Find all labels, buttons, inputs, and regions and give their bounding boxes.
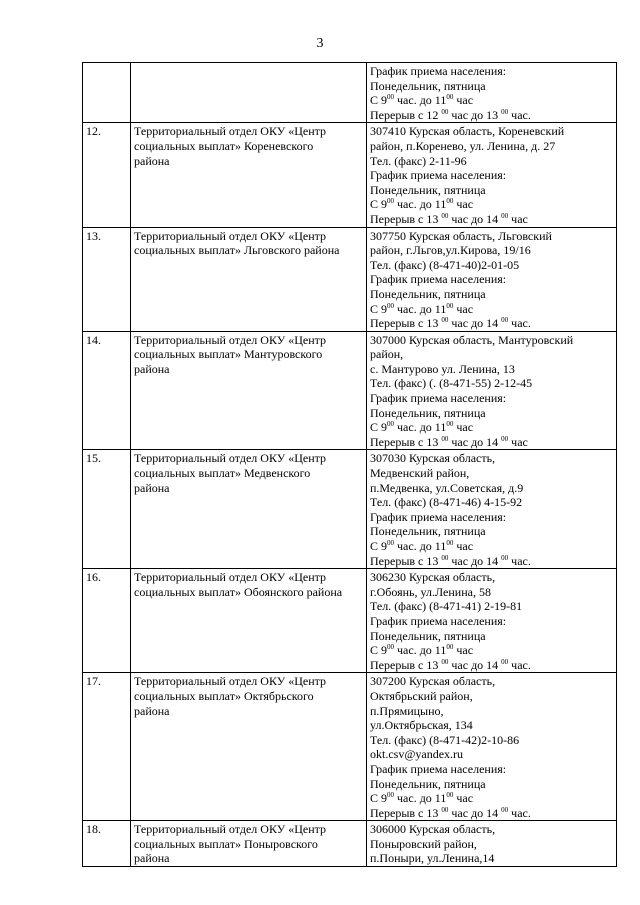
office-name-line: района	[134, 851, 170, 866]
schedule-hours	[370, 791, 613, 806]
break-from-minutes: 00	[441, 316, 449, 325]
office-address-cell	[367, 673, 617, 821]
hours-unit: час	[453, 643, 474, 658]
hours-from: С 9	[370, 643, 388, 658]
address-line: 307410 Курская область, Кореневский	[370, 124, 565, 139]
hours-unit: час	[453, 197, 474, 212]
office-name-cell	[131, 227, 367, 331]
hours-to-minutes: 00	[446, 643, 454, 652]
schedule-hours	[370, 420, 613, 435]
hours-unit: час	[453, 791, 474, 806]
address-line: Тел. (факс) 2-11-96	[370, 153, 467, 168]
office-name-cell	[131, 569, 367, 673]
break-from: 13	[426, 316, 439, 331]
office-address-cell	[367, 569, 617, 673]
hours-from: С 9	[370, 539, 388, 553]
office-name-line: социальных выплат» Октябрьского	[134, 688, 314, 703]
hours-to: час. до 11	[394, 197, 447, 212]
break-to-hour: 14	[486, 211, 499, 226]
hours-to-minutes: 00	[446, 93, 454, 102]
office-name-line: социальных выплат» Кореневского	[134, 138, 314, 153]
hours-from: С 9	[370, 197, 388, 212]
break-from-minutes: 00	[441, 553, 449, 562]
break-from: 13	[426, 805, 439, 820]
break-to-hour: 13	[486, 107, 499, 122]
break-to-hour: 14	[486, 553, 499, 568]
schedule-hours	[370, 302, 613, 317]
break-from: 12	[426, 107, 439, 122]
office-name-line: Территориальный отдел ОКУ «Центр	[134, 570, 327, 585]
break-to-label: час до	[448, 553, 487, 568]
table-row	[83, 569, 617, 673]
break-to-hour: 14	[486, 805, 499, 820]
schedule-heading: График приема населения:	[370, 509, 507, 524]
schedule-days: Понедельник, пятница	[370, 524, 486, 539]
hours-to-minutes: 00	[446, 420, 454, 429]
hours-to-minutes: 00	[446, 539, 454, 547]
break-to-hour: 14	[486, 434, 499, 449]
hours-unit: час	[453, 93, 474, 108]
address-line: 307750 Курская область, Льговский	[370, 228, 552, 243]
schedule-hours	[370, 539, 613, 554]
break-to-label: час до	[448, 316, 487, 331]
break-from-minutes: 00	[441, 805, 449, 814]
schedule-days: Понедельник, пятница	[370, 286, 486, 301]
break-to-minutes: 00	[501, 107, 509, 116]
hours-to-minutes: 00	[446, 197, 454, 206]
break-prefix: Перерыв с	[370, 316, 427, 331]
break-from-minutes: 00	[441, 434, 449, 443]
schedule-hours	[370, 197, 613, 212]
schedule-break	[370, 435, 613, 450]
schedule-days: Понедельник, пятница	[370, 78, 486, 93]
office-address-cell	[367, 123, 617, 227]
break-to-label: час до	[448, 805, 487, 820]
offices-table	[82, 62, 617, 867]
office-name-cell	[131, 673, 367, 821]
office-name-line: Территориальный отдел ОКУ «Центр	[134, 228, 327, 243]
break-suffix: час	[508, 434, 528, 449]
schedule-days: Понедельник, пятница	[370, 776, 486, 791]
office-name-line: района	[134, 480, 170, 495]
address-line: Тел. (факс) (8-471-40)2-01-05	[370, 257, 520, 272]
office-name-line: Территориальный отдел ОКУ «Центр	[134, 124, 327, 139]
address-line: Октябрьский район,	[370, 688, 473, 703]
office-name-cell	[131, 331, 367, 450]
address-line: okt.csv@yandex.ru	[370, 747, 464, 762]
office-name-line: Территориальный отдел ОКУ «Центр	[134, 822, 327, 837]
address-line: Медвенский район,	[370, 466, 470, 481]
break-from: 13	[426, 553, 439, 568]
table-row	[83, 673, 617, 821]
schedule-heading: График приема населения:	[370, 272, 507, 287]
hours-from: С 9	[370, 301, 388, 316]
table-row	[83, 227, 617, 331]
row-number	[83, 63, 131, 123]
address-line: район, г.Льгов,ул.Кирова, 19/16	[370, 243, 531, 258]
break-suffix: час.	[508, 805, 531, 820]
table-row	[83, 450, 617, 569]
row-number: 17.	[83, 673, 131, 821]
office-name-line: Территориальный отдел ОКУ «Центр	[134, 332, 327, 347]
hours-to: час. до 11	[394, 93, 447, 108]
office-name-line: Территориальный отдел ОКУ «Центр	[134, 674, 327, 689]
address-line: с. Мантурово ул. Ленина, 13	[370, 361, 515, 376]
address-line: 307030 Курская область,	[370, 451, 496, 466]
hours-from-minutes: 00	[387, 539, 395, 547]
address-line: Тел. (факс) (8-471-42)2-10-86	[370, 732, 520, 747]
address-line: район, п.Коренево, ул. Ленина, д. 27	[370, 138, 556, 153]
schedule-heading: График приема населения:	[370, 168, 507, 183]
address-line: Тел. (факс) (8-471-46) 4-15-92	[370, 495, 523, 510]
hours-from: С 9	[370, 420, 388, 435]
address-line: п.Поныри, ул.Ленина,14	[370, 851, 495, 866]
hours-from-minutes: 00	[387, 791, 395, 800]
break-to-label: час до	[448, 107, 487, 122]
schedule-hours	[370, 93, 613, 108]
break-suffix: час.	[508, 316, 531, 331]
break-to-minutes: 00	[501, 316, 509, 325]
office-name-line: Территориальный отдел ОКУ «Центр	[134, 451, 327, 466]
schedule-heading: График приема населения:	[370, 64, 507, 78]
break-prefix: Перерыв с	[370, 657, 427, 672]
office-address-cell	[367, 821, 617, 867]
row-number: 18.	[83, 821, 131, 867]
schedule-hours	[370, 643, 613, 658]
offices-table-body	[83, 63, 617, 867]
schedule-heading: График приема населения:	[370, 391, 507, 406]
page-number: 3	[316, 36, 324, 51]
address-line: п.Медвенка, ул.Советская, д.9	[370, 480, 524, 495]
office-name-line: социальных выплат» Обоянского района	[134, 584, 343, 599]
schedule-break	[370, 806, 613, 821]
row-number: 16.	[83, 569, 131, 673]
address-line: Поныровский район,	[370, 836, 477, 851]
break-to-label: час до	[448, 434, 487, 449]
hours-unit: час	[453, 301, 474, 316]
hours-unit: час	[453, 420, 474, 435]
break-suffix: час.	[508, 657, 531, 672]
schedule-heading: График приема населения:	[370, 613, 507, 628]
hours-to: час. до 11	[394, 539, 447, 553]
hours-from-minutes: 00	[387, 301, 395, 310]
office-name-cell	[131, 123, 367, 227]
office-name-line: социальных выплат» Мантуровского	[134, 347, 323, 362]
row-number: 12.	[83, 123, 131, 227]
office-name-cell	[131, 63, 367, 123]
row-number: 14.	[83, 331, 131, 450]
schedule-break	[370, 658, 613, 673]
office-name-line: района	[134, 361, 170, 376]
office-name-cell	[131, 450, 367, 569]
table-row	[83, 331, 617, 450]
office-name-cell	[131, 821, 367, 867]
break-suffix: час	[508, 211, 528, 226]
address-line: Тел. (факс) (8-471-41) 2-19-81	[370, 599, 523, 614]
break-from: 13	[426, 434, 439, 449]
schedule-break	[370, 316, 613, 331]
break-suffix: час.	[508, 107, 531, 122]
address-line: п.Прямицыно,	[370, 703, 444, 718]
office-address-cell	[367, 63, 617, 123]
schedule-break	[370, 108, 613, 123]
address-line: Тел. (факс) (. (8-471-55) 2-12-45	[370, 376, 533, 391]
break-to-label: час до	[448, 211, 487, 226]
hours-to: час. до 11	[394, 643, 447, 658]
hours-from: С 9	[370, 93, 388, 108]
office-address-cell	[367, 450, 617, 569]
schedule-break	[370, 554, 613, 569]
office-name-line: социальных выплат» Льговского района	[134, 243, 340, 258]
break-to-label: час до	[448, 657, 487, 672]
table-row	[83, 821, 617, 867]
hours-from-minutes: 00	[387, 643, 395, 652]
office-name-line: района	[134, 153, 170, 168]
break-to-minutes: 00	[501, 657, 509, 666]
break-from-minutes: 00	[441, 657, 449, 666]
schedule-days: Понедельник, пятница	[370, 628, 486, 643]
office-address-cell	[367, 331, 617, 450]
office-name-line: социальных выплат» Поныровского	[134, 836, 318, 851]
break-to-minutes: 00	[501, 211, 509, 220]
office-name-line: социальных выплат» Медвенского	[134, 466, 311, 481]
break-prefix: Перерыв с	[370, 434, 427, 449]
break-prefix: Перерыв с	[370, 107, 427, 122]
break-to-minutes: 00	[501, 434, 509, 443]
break-prefix: Перерыв с	[370, 805, 427, 820]
break-prefix: Перерыв с	[370, 553, 427, 568]
break-from-minutes: 00	[441, 211, 449, 220]
office-address-cell	[367, 227, 617, 331]
hours-from: С 9	[370, 791, 388, 806]
schedule-days: Понедельник, пятница	[370, 182, 486, 197]
address-line: ул.Октябрьская, 134	[370, 718, 473, 733]
address-line: район,	[370, 347, 404, 362]
address-line: г.Обоянь, ул.Ленина, 58	[370, 584, 491, 599]
hours-to-minutes: 00	[446, 301, 454, 310]
hours-to: час. до 11	[394, 791, 447, 806]
schedule-heading: График приема населения:	[370, 761, 507, 776]
address-line: 306230 Курская область,	[370, 570, 496, 585]
break-to-hour: 14	[486, 657, 499, 672]
row-number: 15.	[83, 450, 131, 569]
hours-to-minutes: 00	[446, 791, 454, 800]
office-name-line: района	[134, 703, 170, 718]
address-line: 307200 Курская область,	[370, 674, 496, 689]
hours-from-minutes: 00	[387, 197, 395, 206]
break-to-minutes: 00	[501, 805, 509, 814]
break-from: 13	[426, 657, 439, 672]
table-row	[83, 123, 617, 227]
break-suffix: час.	[508, 553, 531, 568]
table-row	[83, 63, 617, 123]
schedule-break	[370, 212, 613, 227]
schedule-days: Понедельник, пятница	[370, 405, 486, 420]
row-number: 13.	[83, 227, 131, 331]
break-from: 13	[426, 211, 439, 226]
hours-to: час. до 11	[394, 301, 447, 316]
hours-unit: час	[453, 539, 474, 553]
address-line: 306000 Курская область,	[370, 822, 496, 837]
break-to-hour: 14	[486, 316, 499, 331]
hours-from-minutes: 00	[387, 93, 395, 102]
hours-to: час. до 11	[394, 420, 447, 435]
address-line: 307000 Курская область, Мантуровский	[370, 332, 574, 347]
break-prefix: Перерыв с	[370, 211, 427, 226]
break-to-minutes: 00	[501, 553, 509, 562]
break-from-minutes: 00	[441, 107, 449, 116]
hours-from-minutes: 00	[387, 420, 395, 429]
